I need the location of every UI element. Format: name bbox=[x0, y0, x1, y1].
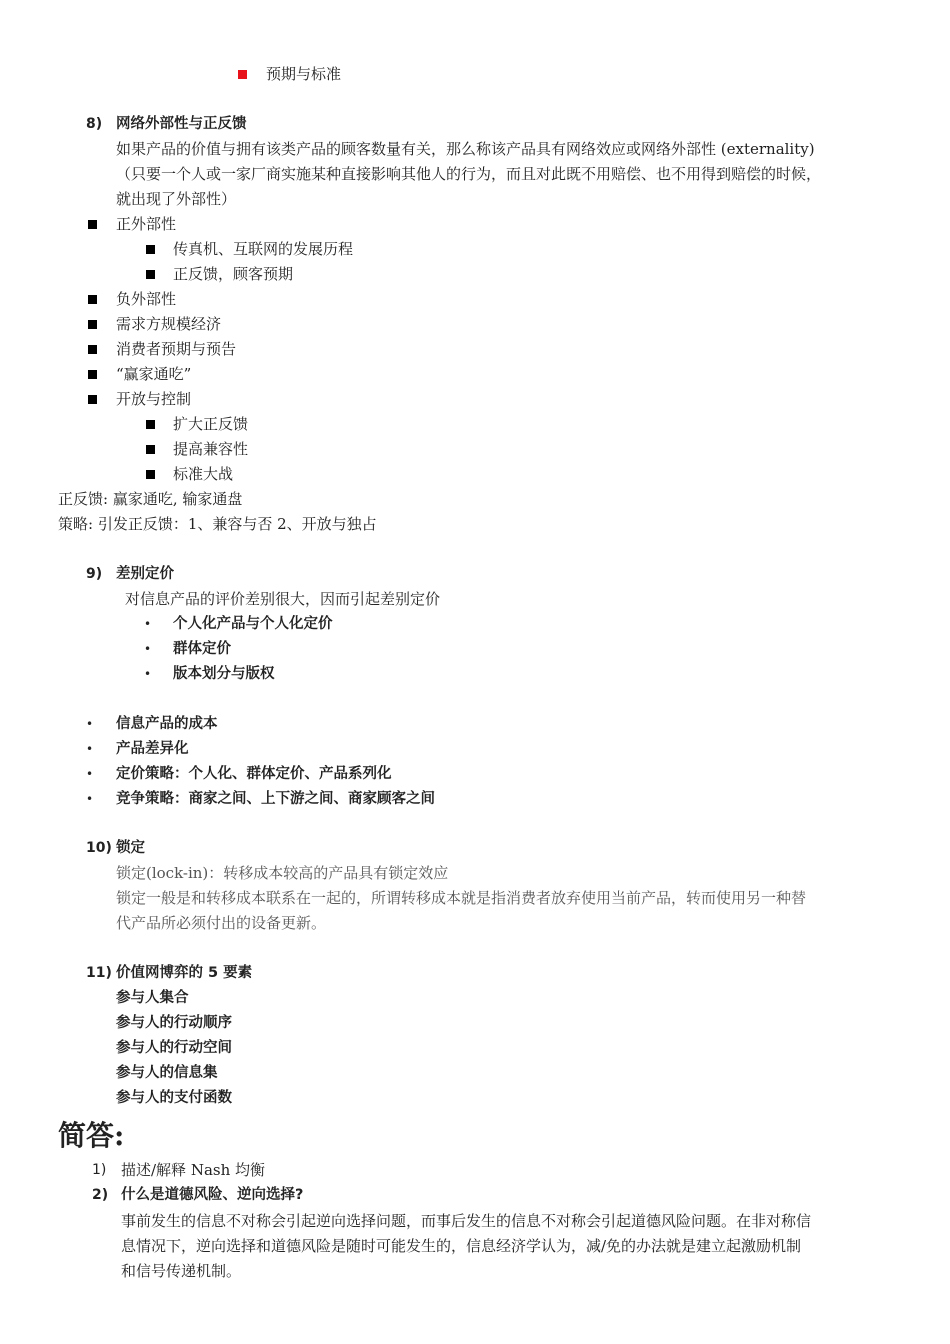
answer-line: 息情况下，逆向选择和道德风险是随时可能发生的，信息经济学认为，减/免的办法就是建立起激励机制 bbox=[121, 1237, 802, 1255]
section-number: 9) bbox=[86, 566, 103, 582]
paragraph-line: 锁定(lock-in)：转移成本较高的产品具有锁定效应 bbox=[116, 864, 449, 882]
answer-line: 事前发生的信息不对称会引起逆向选择问题，而事后发生的信息不对称会引起道德风险问题。在非对称信 bbox=[121, 1212, 812, 1230]
item-text: 信息产品的成本 bbox=[116, 716, 218, 732]
section-title: 价值网博弈的 5 要素 bbox=[116, 965, 253, 981]
square-bullet-icon bbox=[88, 320, 97, 329]
dot-bullet-icon: • bbox=[144, 667, 152, 681]
square-bullet-icon bbox=[88, 370, 97, 379]
square-bullet-icon bbox=[146, 445, 155, 454]
item-text: 版本划分与版权 bbox=[173, 666, 275, 682]
section-title: 网络外部性与正反馈 bbox=[116, 116, 247, 132]
question-text: 描述/解释 Nash 均衡 bbox=[121, 1161, 266, 1179]
item-text: 预期与标准 bbox=[266, 65, 342, 83]
square-bullet-icon bbox=[146, 245, 155, 254]
section-number: 8) bbox=[86, 116, 103, 132]
square-bullet-icon bbox=[146, 270, 155, 279]
dot-bullet-icon: • bbox=[86, 717, 94, 731]
section-number: 10) bbox=[86, 840, 112, 856]
paragraph-line: 锁定一般是和转移成本联系在一起的，所谓转移成本就是指消费者放弃使用当前产品，转而使用另一种替 bbox=[116, 889, 807, 907]
item-text: 产品差异化 bbox=[116, 741, 189, 757]
dot-bullet-icon: • bbox=[86, 742, 94, 756]
item-text: 个人化产品与个人化定价 bbox=[173, 616, 333, 632]
item-text: 定价策略：个人化、群体定价、产品系列化 bbox=[116, 766, 392, 782]
item-text: 传真机、互联网的发展历程 bbox=[173, 240, 354, 258]
note-line: 正反馈: 赢家通吃, 输家通盘 bbox=[58, 490, 243, 508]
item-text: 提高兼容性 bbox=[173, 440, 249, 458]
paragraph-line: 就出现了外部性） bbox=[116, 190, 237, 208]
qa-heading: 简答: bbox=[58, 1119, 125, 1152]
square-bullet-icon bbox=[88, 295, 97, 304]
paragraph-line: 对信息产品的评价差别很大，因而引起差别定价 bbox=[125, 590, 441, 608]
list-item: 参与人集合 bbox=[116, 990, 189, 1006]
section-title: 锁定 bbox=[116, 840, 145, 856]
dot-bullet-icon: • bbox=[144, 617, 152, 631]
paragraph-line: （只要一个人或一家厂商实施某种直接影响其他人的行为，而且对此既不用赔偿、也不用得到赔偿的时候， bbox=[116, 165, 822, 183]
item-text: 消费者预期与预告 bbox=[116, 340, 237, 358]
dot-bullet-icon: • bbox=[144, 642, 152, 656]
item-text: 负外部性 bbox=[116, 290, 177, 308]
question-text: 什么是道德风险、逆向选择? bbox=[121, 1187, 304, 1203]
red-square-bullet-icon bbox=[238, 70, 247, 79]
item-text: 正外部性 bbox=[116, 215, 177, 233]
item-text: 竞争策略：商家之间、上下游之间、商家顾客之间 bbox=[116, 791, 435, 807]
item-text: 开放与控制 bbox=[116, 390, 192, 408]
list-item: 参与人的信息集 bbox=[116, 1065, 218, 1081]
item-text: 群体定价 bbox=[173, 641, 231, 657]
square-bullet-icon bbox=[88, 220, 97, 229]
answer-line: 和信号传递机制。 bbox=[121, 1262, 242, 1280]
item-text: 需求方规模经济 bbox=[116, 315, 222, 333]
paragraph-line: 如果产品的价值与拥有该类产品的顾客数量有关，那么称该产品具有网络效应或网络外部性 (externality) bbox=[116, 140, 815, 158]
dot-bullet-icon: • bbox=[86, 792, 94, 806]
question-number: 1) bbox=[92, 1162, 107, 1178]
item-text: “赢家通吃” bbox=[116, 365, 192, 383]
paragraph-line: 代产品所必须付出的设备更新。 bbox=[116, 914, 327, 932]
square-bullet-icon bbox=[146, 420, 155, 429]
question-number: 2) bbox=[92, 1187, 109, 1203]
square-bullet-icon bbox=[146, 470, 155, 479]
item-text: 扩大正反馈 bbox=[173, 415, 249, 433]
list-item: 参与人的支付函数 bbox=[116, 1090, 232, 1106]
item-text: 正反馈，顾客预期 bbox=[173, 265, 294, 283]
square-bullet-icon bbox=[88, 395, 97, 404]
square-bullet-icon bbox=[88, 345, 97, 354]
list-item: 参与人的行动顺序 bbox=[116, 1015, 232, 1031]
note-line: 策略: 引发正反馈：1、兼容与否 2、开放与独占 bbox=[58, 515, 377, 533]
list-item: 参与人的行动空间 bbox=[116, 1040, 232, 1056]
section-title: 差别定价 bbox=[116, 566, 174, 582]
section-number: 11) bbox=[86, 965, 112, 981]
dot-bullet-icon: • bbox=[86, 767, 94, 781]
item-text: 标准大战 bbox=[173, 465, 234, 483]
